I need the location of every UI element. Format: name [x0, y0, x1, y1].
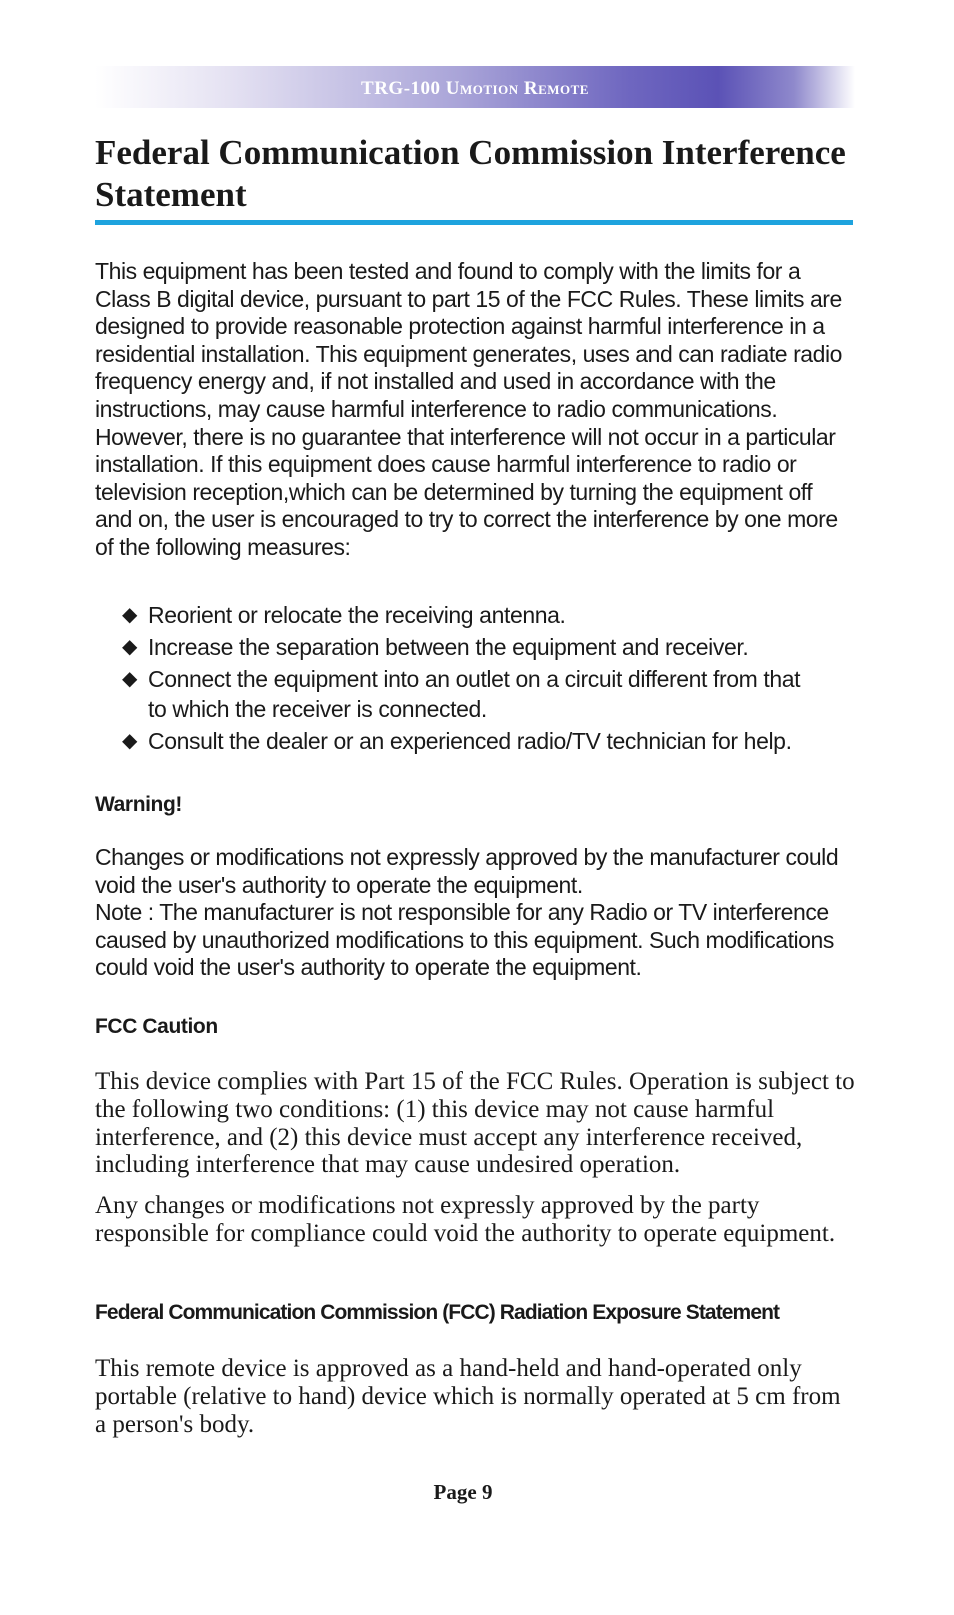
- warning-heading: Warning!: [95, 793, 183, 816]
- fcc-caution-paragraph: This device complies with Part 15 of the FCC Rules. Operation is subject to the following two conditions: (1) this device may not cause harmful interference, and (2) this device must accept any interference received, including interference that may cause undesired operation.: [95, 1068, 855, 1179]
- list-item: [122, 632, 822, 662]
- diamond-bullet-icon: ◆: [122, 668, 137, 690]
- fcc-changes-paragraph: Any changes or modifications not expressly approved by the party responsible for compliance could void the authority to operate equipment.: [95, 1192, 836, 1247]
- list-item: [122, 600, 822, 630]
- diamond-bullet-icon: ◆: [122, 604, 137, 626]
- fcc-caution-heading: FCC Caution: [95, 1015, 218, 1038]
- radiation-paragraph: This remote device is approved as a hand-held and hand-operated only portable (relative to hand) device which is normally operated at 5 cm from a person's body.: [95, 1355, 841, 1438]
- list-item: [122, 726, 822, 756]
- warning-note: Note : The manufacturer is not responsible for any Radio or TV interference caused by unauthorized modifications to this equipment. Such modifications could void the user's authority to operate the equipment.: [95, 899, 834, 981]
- diamond-bullet-icon: ◆: [122, 636, 137, 658]
- list-item: [122, 664, 822, 724]
- diamond-bullet-icon: ◆: [122, 730, 137, 752]
- measures-list: [122, 600, 822, 758]
- measure-text: Connect the equipment into an outlet on a circuit different from that to which the receiver is connected.: [148, 666, 801, 722]
- title-rule: [95, 220, 853, 225]
- intro-paragraph: This equipment has been tested and found to comply with the limits for a Class B digital device, pursuant to part 15 of the FCC Rules. These limits are designed to provide reasonable protection against harmful interference in a residential installation. This equipment generates, uses and can radiate radio frequency energy and, if not installed and used in accordance with the instructions, may cause harmful interference to radio communications. However, there is no guarantee that interference will not occur in a particular installation. If this equipment does cause harmful interference to radio or television reception,which can be determined by turning the equipment off and on, the user is encouraged to try to correct the interference by one more of the following measures:: [95, 258, 842, 560]
- header-title: TRG-100 Umotion Remote: [361, 78, 589, 99]
- page-number: Page 9: [433, 1480, 493, 1504]
- measure-text: Increase the separation between the equipment and receiver.: [148, 634, 749, 660]
- measure-text: Consult the dealer or an experienced radio/TV technician for help.: [148, 728, 792, 754]
- page-title: Federal Communication Commission Interference Statement: [95, 133, 846, 214]
- measure-text: Reorient or relocate the receiving antenna.: [148, 602, 566, 628]
- warning-paragraph: Changes or modifications not expressly approved by the manufacturer could void the user's authority to operate the equipment.: [95, 844, 839, 898]
- radiation-heading: Federal Communication Commission (FCC) Radiation Exposure Statement: [95, 1301, 780, 1324]
